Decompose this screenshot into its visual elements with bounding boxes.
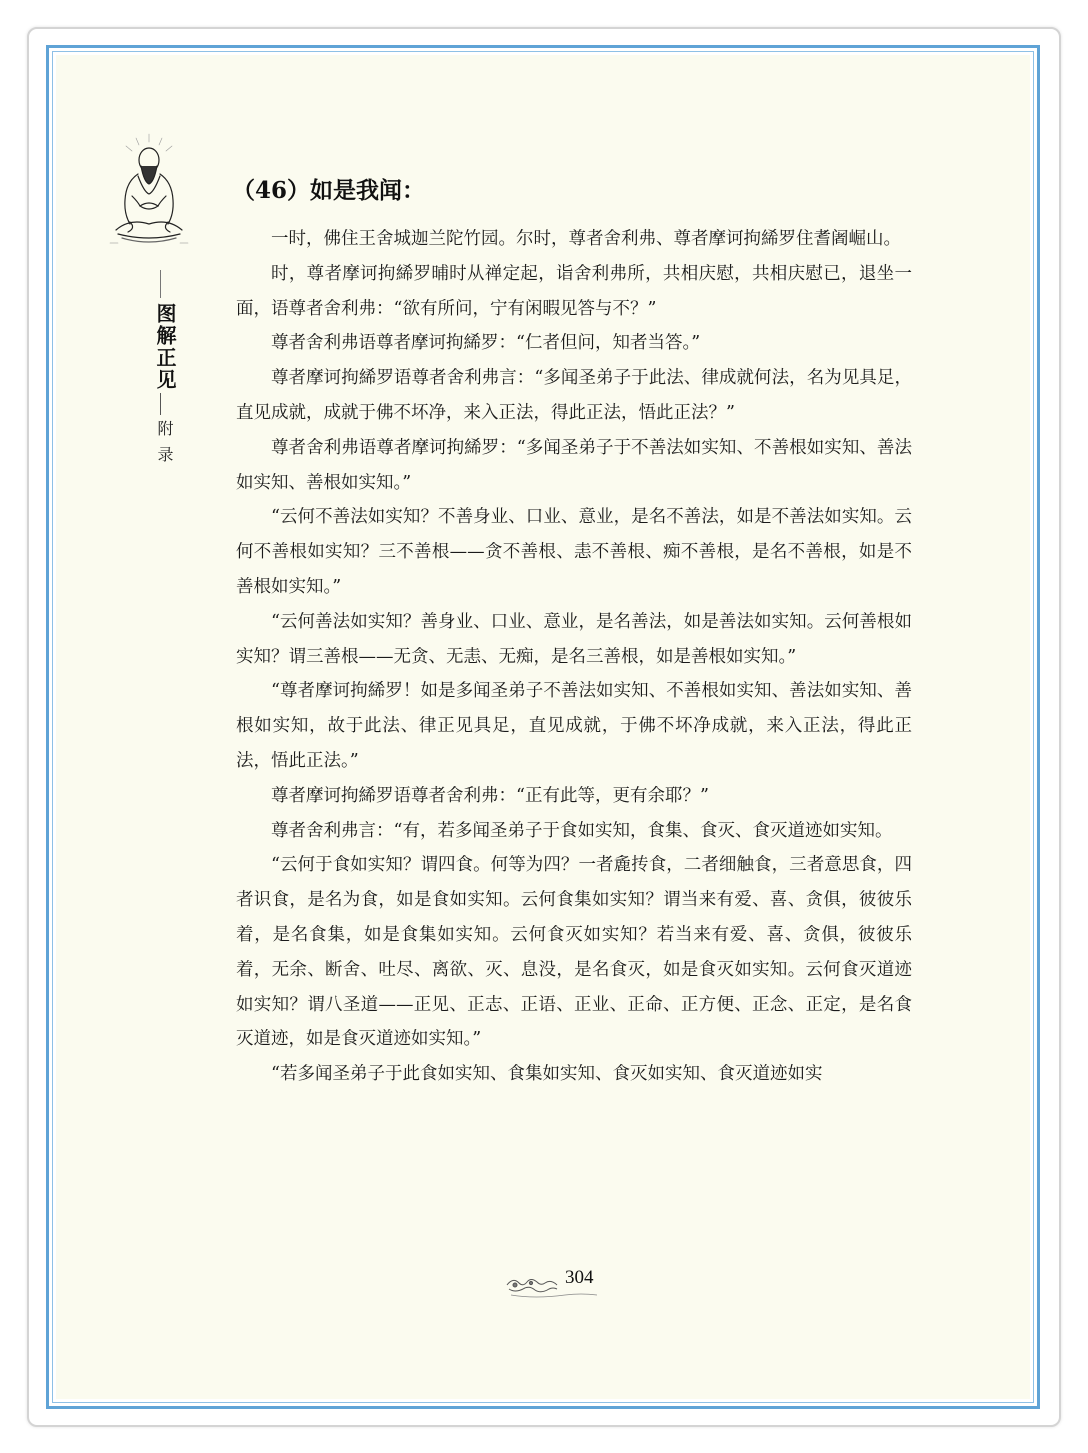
paragraph: 尊者舍利弗语尊者摩诃拘絺罗：“仁者但问，知者当答。” bbox=[271, 333, 701, 354]
book-title-vertical: 图解正见 bbox=[153, 303, 177, 391]
paragraph: “云何于食如实知？谓四食。何等为四？一者麁抟食，二者细触食，三者意思食，四者识食，是名为食，如是食如实知。云何食集如实知？谓当来有爱、喜、贪俱，彼彼乐着，是名食集，如是食集如实知。云何食灭如实知？若当来有爱、喜、贪俱，彼彼乐着，无余、断舍、吐尽、离欲、灭、息没，是名食灭，如是食灭如实知。云何食灭道迹如实知？谓八圣道——正见、正志、正语、正业、正命、正方便、正念、正定，是名食灭道迹，如是食灭道迹如实知。” bbox=[236, 855, 912, 1050]
paragraph: “云何不善法如实知？不善身业、口业、意业，是名不善法，如是不善法如实知。云何不善根如实知？三不善根——贪不善根、恚不善根、痴不善根，是名不善根，如是不善根如实知。” bbox=[236, 507, 912, 597]
section-heading: （46）如是我闻： bbox=[232, 177, 426, 204]
section-label-vertical: 附录 bbox=[155, 420, 174, 472]
side-divider-top bbox=[160, 270, 161, 298]
paragraph: 时，尊者摩诃拘絺罗晡时从禅定起，诣舍利弗所，共相庆慰，共相庆慰已，退坐一面，语尊者舍利弗：“欲有所问，宁有闲暇见答与不？” bbox=[236, 263, 912, 319]
side-divider bbox=[160, 393, 161, 415]
paragraph: 尊者摩诃拘絺罗语尊者舍利弗：“正有此等，更有余耶？” bbox=[271, 785, 709, 806]
paragraph: 尊者舍利弗言：“有，若多闻圣弟子于食如实知，食集、食灭、食灭道迹如实知。 bbox=[271, 820, 893, 841]
body-text bbox=[236, 222, 912, 1092]
paragraph: “云何善法如实知？善身业、口业、意业，是名善法，如是善法如实知。云何善根如实知？谓三善根——无贪、无恚、无痴，是名三善根，如是善根如实知。” bbox=[236, 611, 912, 667]
page-number: 304 bbox=[565, 1267, 594, 1288]
paragraph: “尊者摩诃拘絺罗！如是多闻圣弟子不善法如实知、不善根如实知、善法如实知、善根如实知，故于此法、律正见具足，直见成就，于佛不坏净成就，来入正法，得此正法，悟此正法。” bbox=[236, 681, 912, 771]
paragraph: 一时，佛住王舍城迦兰陀竹园。尔时，尊者舍利弗、尊者摩诃拘絺罗住耆阇崛山。 bbox=[271, 229, 901, 249]
seated-monk-icon bbox=[108, 130, 190, 248]
page-footer bbox=[505, 1263, 625, 1303]
paragraph: 尊者摩诃拘絺罗语尊者舍利弗言：“多闻圣弟子于此法、律成就何法，名为见具足，直见成就，成就于佛不坏净，来入正法，得此正法，悟此正法？” bbox=[236, 368, 912, 423]
paragraph: “若多闻圣弟子于此食如实知、食集如实知、食灭如实知、食灭道迹如实 bbox=[271, 1064, 823, 1085]
paragraph: 尊者舍利弗语尊者摩诃拘絺罗：“多闻圣弟子于不善法如实知、不善根如实知、善法如实知、善根如实知。” bbox=[236, 437, 912, 493]
